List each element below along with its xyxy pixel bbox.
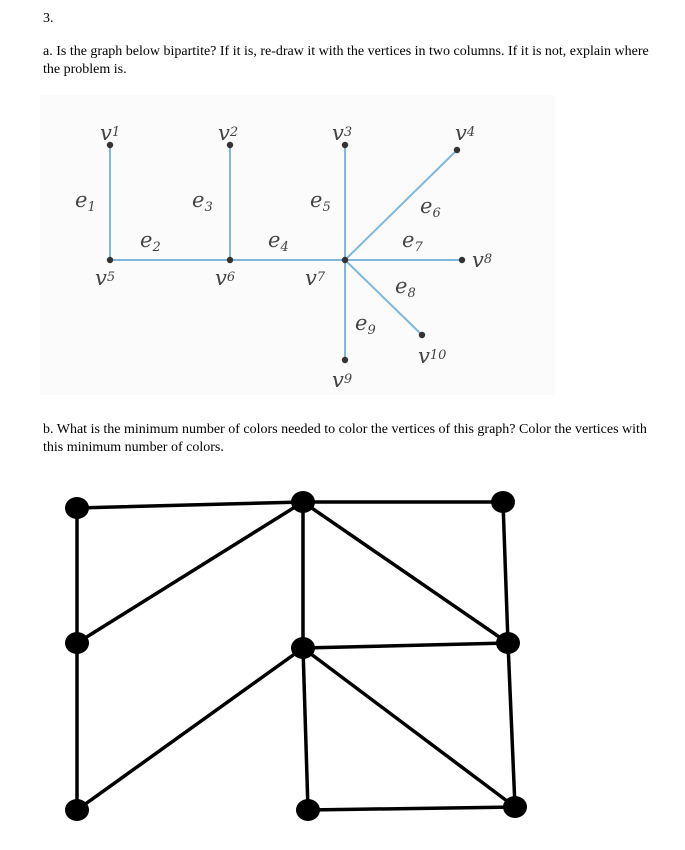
vertex-v5 (107, 257, 113, 263)
edge-l (303, 648, 515, 807)
vertex-bottom-left (65, 799, 89, 821)
problem-number: 3. (43, 11, 54, 26)
question-part-b: b. What is the minimum number of colors needed to color the vertices of this graph? Color the vertices with this minimum number of colors. (43, 422, 647, 455)
edge-g (303, 502, 508, 643)
vertex-mid-right (496, 632, 520, 654)
vertex-top-left (65, 497, 89, 519)
label-e3: e3 (192, 188, 213, 215)
label-e1: e1 (75, 188, 96, 215)
label-e5: e5 (310, 188, 331, 215)
edge-n (308, 807, 515, 810)
label-v7: v7 (305, 266, 326, 290)
vertex-bottom-right (503, 796, 527, 818)
vertex-center (291, 637, 315, 659)
coloring-graph-figure (50, 480, 550, 825)
label-v3: v3 (332, 121, 353, 145)
vertex-v4 (454, 147, 460, 153)
vertex-v7 (342, 257, 348, 263)
edge-a (77, 502, 303, 508)
label-v5: v5 (95, 266, 116, 290)
label-v2: v2 (218, 121, 239, 145)
label-e8: e8 (395, 274, 416, 301)
vertex-top-middle (291, 491, 315, 513)
edge-h (503, 502, 508, 643)
label-v6: v6 (215, 266, 236, 290)
label-e9: e9 (355, 311, 376, 338)
vertex-mid-left (65, 632, 89, 654)
graph2-vertices (65, 491, 527, 821)
label-e2: e2 (140, 228, 161, 255)
label-e4: e4 (268, 228, 289, 255)
label-e6: e6 (420, 194, 441, 221)
label-v8: v8 (472, 248, 493, 272)
vertex-top-right (491, 491, 515, 513)
label-v4: v4 (455, 121, 476, 145)
vertex-v9 (342, 357, 348, 363)
vertex-v8 (459, 257, 465, 263)
vertex-bottom-middle (296, 799, 320, 821)
edge-k (303, 648, 308, 810)
edge-e (77, 502, 303, 643)
bipartite-graph-figure (40, 95, 555, 395)
label-v1: v1 (100, 121, 121, 145)
edge-j (77, 648, 303, 810)
edge-m (508, 643, 515, 807)
label-v9: v9 (332, 368, 353, 392)
edge-i (303, 643, 508, 648)
label-e7: e7 (402, 228, 423, 255)
vertex-v10 (419, 332, 425, 338)
question-part-a: a. Is the graph below bipartite? If it is, re-draw it with the vertices in two columns. If it is not, explain where the problem is. (43, 44, 649, 77)
vertex-v6 (227, 257, 233, 263)
label-v10: v10 (418, 344, 447, 368)
